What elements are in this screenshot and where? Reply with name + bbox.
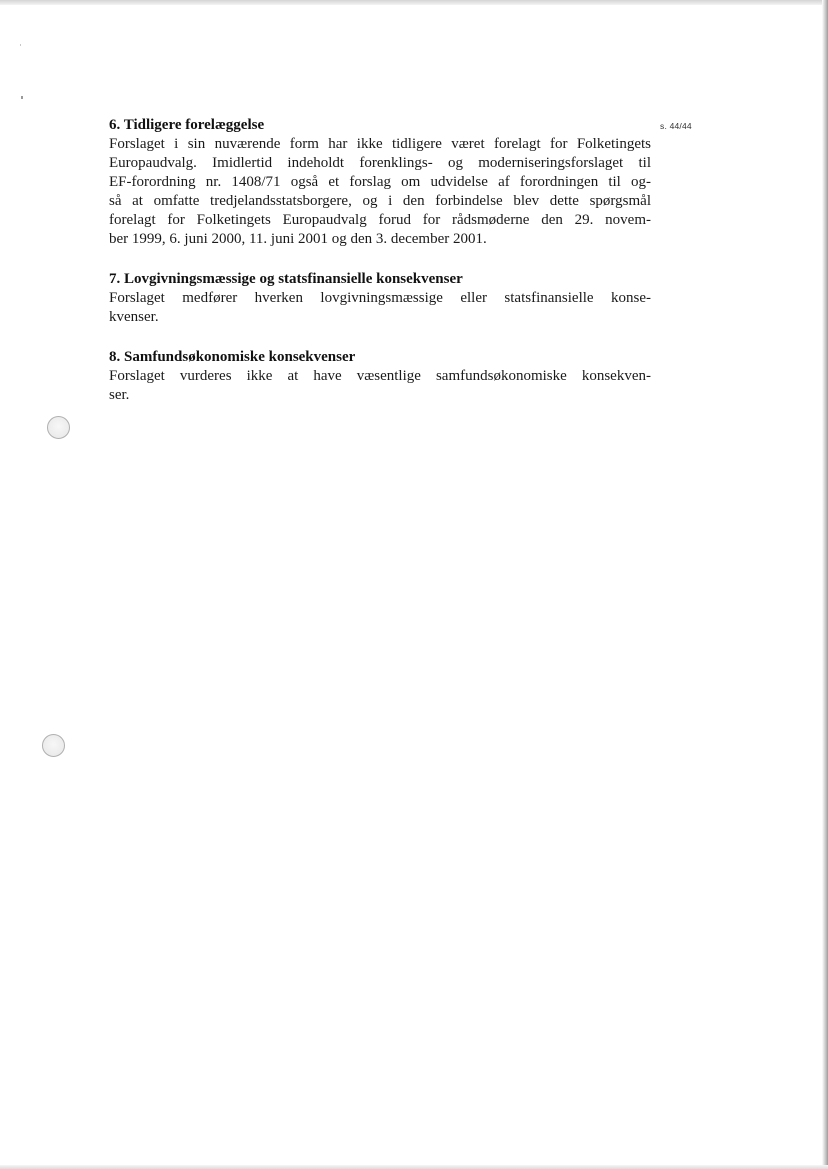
section-heading: 6. Tidligere forelæggelse (109, 117, 265, 133)
punch-hole (47, 416, 70, 439)
paragraph-line: Forslaget i sin nuværende form har ikke tidligere været forelagt for Folketingets (109, 136, 651, 152)
scan-speck (20, 44, 21, 46)
section-heading: 7. Lovgivningsmæssige og statsfinansielle konsekvenser (109, 271, 463, 287)
scan-right-edge (822, 0, 828, 1169)
paragraph-line: ber 1999, 6. juni 2000, 11. juni 2001 og den 3. december 2001. (109, 231, 487, 247)
section-heading: 8. Samfundsøkonomiske konsekvenser (109, 349, 356, 365)
paragraph-line: kvenser. (109, 309, 159, 325)
paragraph-line: ser. (109, 387, 130, 403)
scan-bottom-edge (0, 1165, 828, 1169)
section-tidligere-forelaeggelse (109, 116, 651, 249)
paragraph-line: Forslaget vurderes ikke at have væsentlige samfundsøkonomiske konsekven- (109, 368, 651, 384)
paragraph-line: EF-forordning nr. 1408/71 også et forslag om udvidelse af forordningen til og- (109, 174, 651, 190)
paragraph-line: så at omfatte tredjelandsstatsborgere, og i den forbindelse blev dette spørgsmål (109, 193, 651, 209)
paragraph-line: Europaudvalg. Imidlertid indeholdt forenklings- og moderniseringsforslaget til (109, 155, 651, 171)
paragraph-line: forelagt for Folketingets Europaudvalg forud for rådsmøderne den 29. novem- (109, 212, 651, 228)
scan-speck (21, 96, 23, 99)
page-number: s. 44/44 (660, 121, 692, 131)
punch-hole (42, 734, 65, 757)
scan-top-edge (0, 0, 828, 5)
document-body (109, 116, 651, 426)
section-lovgivningsmaessige-konsekvenser (109, 270, 651, 327)
section-samfundsoekonomiske-konsekvenser (109, 348, 651, 405)
paragraph-line: Forslaget medfører hverken lovgivningsmæssige eller statsfinansielle konse- (109, 290, 651, 306)
